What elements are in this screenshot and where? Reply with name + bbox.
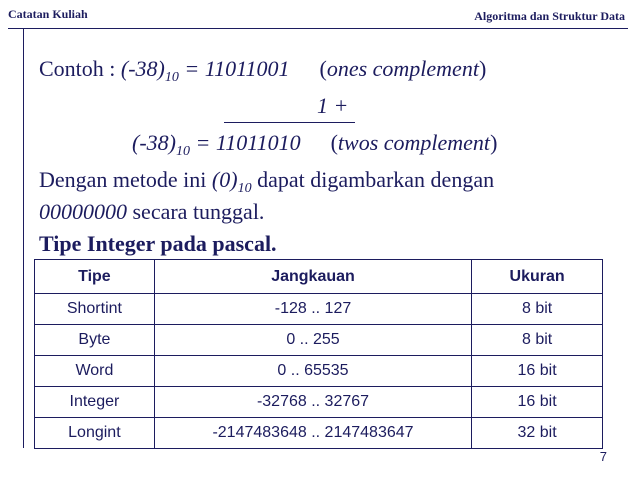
table-row bbox=[35, 387, 603, 418]
example-lhs-subscript: 10 bbox=[164, 70, 179, 85]
size-cell: 8 bit bbox=[472, 294, 603, 325]
text-segment: dapat digambarkan dengan bbox=[251, 167, 495, 192]
table-row bbox=[35, 325, 603, 356]
integer-types-table bbox=[34, 259, 603, 449]
example-note: twos complement bbox=[337, 130, 491, 155]
table-row bbox=[35, 418, 603, 449]
header-subject-label: Algoritma dan Struktur Data bbox=[474, 9, 625, 23]
range-cell: 0 .. 255 bbox=[154, 325, 471, 356]
zero-representation-text-cont bbox=[39, 200, 264, 224]
binary-zero: 00000000 bbox=[39, 199, 127, 224]
example-value: = 11011001 bbox=[178, 56, 290, 81]
range-cell: 0 .. 65535 bbox=[154, 356, 471, 387]
example-lhs-subscript: 10 bbox=[175, 144, 190, 159]
type-cell: Word bbox=[35, 356, 155, 387]
table-row bbox=[35, 356, 603, 387]
zero-value: (0) bbox=[211, 167, 238, 192]
size-cell: 16 bit bbox=[472, 387, 603, 418]
example-lhs: (-38) bbox=[132, 130, 176, 155]
example-value: = 11011010 bbox=[189, 130, 301, 155]
header-course-label: Catatan Kuliah bbox=[8, 7, 88, 21]
example-twos-complement bbox=[132, 131, 497, 164]
column-header-ukuran: Ukuran bbox=[472, 260, 603, 294]
table-row bbox=[35, 294, 603, 325]
page-number: 7 bbox=[599, 449, 607, 464]
header-divider bbox=[8, 28, 628, 29]
addition-underline bbox=[224, 122, 355, 123]
zero-subscript: 10 bbox=[237, 181, 252, 196]
size-cell: 16 bit bbox=[472, 356, 603, 387]
note-open-paren: ( bbox=[319, 56, 327, 81]
range-cell: -2147483648 .. 2147483647 bbox=[154, 418, 471, 449]
section-heading: Tipe Integer pada pascal. bbox=[39, 231, 277, 256]
text-segment: secara tunggal. bbox=[127, 199, 265, 224]
size-cell: 8 bit bbox=[472, 325, 603, 356]
column-header-jangkauan: Jangkauan bbox=[154, 260, 471, 294]
type-cell: Longint bbox=[35, 418, 155, 449]
example-lhs: (-38) bbox=[120, 56, 165, 81]
text-segment: Dengan metode ini bbox=[39, 167, 212, 192]
note-open-paren: ( bbox=[330, 130, 338, 155]
size-cell: 32 bit bbox=[472, 418, 603, 449]
zero-representation-text bbox=[39, 168, 494, 201]
column-header-tipe: Tipe bbox=[35, 260, 155, 294]
plus-one-line: 1 + bbox=[317, 93, 349, 118]
type-cell: Integer bbox=[35, 387, 155, 418]
range-cell: -32768 .. 32767 bbox=[154, 387, 471, 418]
type-cell: Shortint bbox=[35, 294, 155, 325]
example-note: ones complement bbox=[326, 56, 479, 81]
note-close-paren: ) bbox=[478, 56, 487, 81]
example-prefix: Contoh : bbox=[39, 56, 121, 81]
range-cell: -128 .. 127 bbox=[154, 294, 471, 325]
left-margin-rule bbox=[23, 28, 24, 448]
table-header-row bbox=[35, 260, 603, 294]
example-ones-complement bbox=[39, 57, 486, 90]
type-cell: Byte bbox=[35, 325, 155, 356]
note-close-paren: ) bbox=[490, 130, 498, 155]
